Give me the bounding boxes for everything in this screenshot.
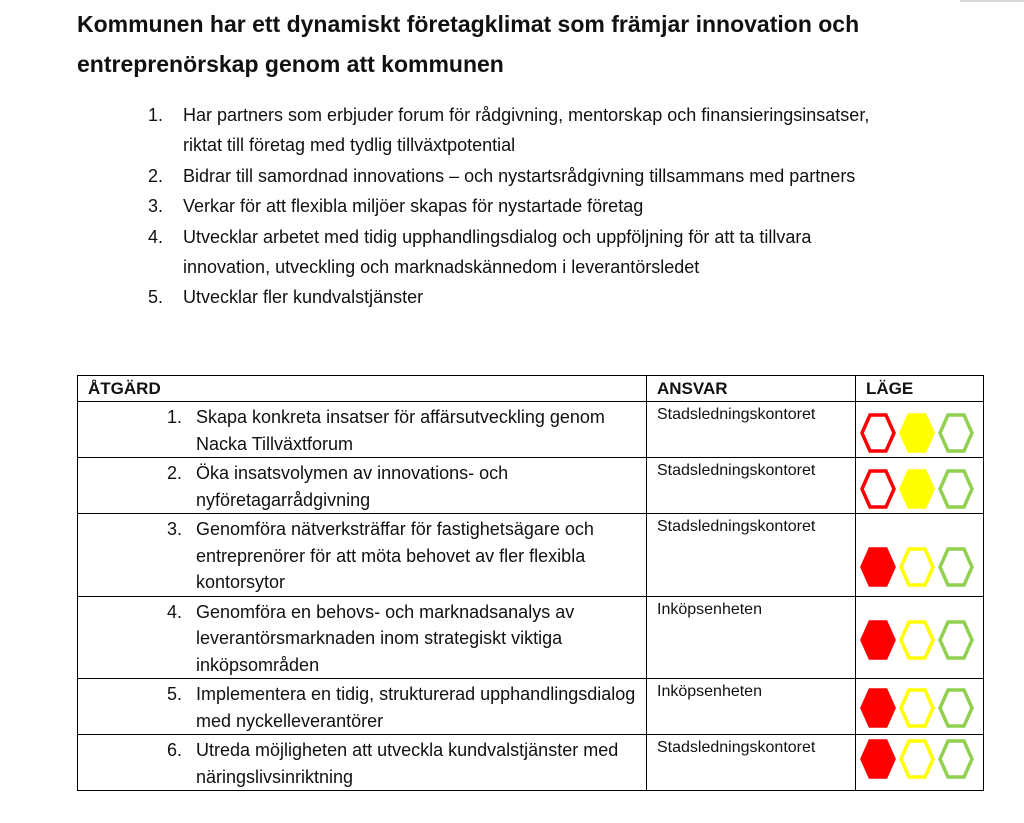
yellow-hexagon-icon — [901, 471, 933, 507]
action-cell — [78, 458, 647, 514]
header-responsible: ANSVAR — [647, 376, 856, 402]
action-text: Skapa konkreta insatser för affärsutveckling genom Nacka Tillväxtforum — [196, 407, 605, 454]
responsible-text: Stadsledningskontoret — [657, 462, 816, 479]
yellow-hexagon-icon — [901, 622, 933, 658]
responsible-text: Inköpsenheten — [657, 600, 762, 618]
green-hexagon-icon — [940, 741, 972, 777]
action-text: Utreda möjligheten att utveckla kundvalstjänster med näringslivsinriktning — [196, 740, 619, 787]
action-text: Öka insatsvolymen av innovations- och nyföretagarrådgivning — [196, 463, 509, 510]
status-indicator — [858, 619, 978, 661]
red-hexagon-icon — [862, 415, 894, 451]
table-row — [78, 514, 984, 597]
green-hexagon-icon — [940, 622, 972, 658]
status-indicator — [858, 412, 978, 454]
table-row — [78, 458, 984, 514]
status-indicator — [858, 687, 978, 729]
page-title: Kommunen har ett dynamiskt företagklimat som främjar innovation och entreprenörskap genom att kommunen — [77, 11, 860, 77]
responsible-text: Stadsledningskontoret — [657, 518, 816, 535]
goals-list — [148, 100, 888, 313]
action-number: 4. — [166, 601, 182, 622]
action-cell — [78, 402, 647, 458]
goal-number: 2. — [148, 165, 164, 186]
action-text: Implementera en tidig, strukturerad upphandlingsdialog med nyckelleverantörer — [196, 684, 636, 731]
status-cell — [856, 596, 984, 679]
table-row — [78, 679, 984, 735]
goal-text: Verkar för att flexibla miljöer skapas för nystartade företag — [183, 196, 644, 217]
yellow-hexagon-icon — [901, 415, 933, 451]
status-cell — [856, 679, 984, 735]
responsible-cell — [647, 458, 856, 514]
header-action: ÅTGÄRD — [78, 376, 647, 402]
responsible-cell — [647, 402, 856, 458]
green-hexagon-icon — [940, 549, 972, 585]
action-cell — [78, 735, 647, 791]
yellow-hexagon-icon — [901, 741, 933, 777]
action-text: Genomföra nätverksträffar för fastighetsägare och entreprenörer för att möta behovet av fler flexibla kontorsytor — [196, 519, 594, 592]
top-border-line — [960, 0, 1024, 2]
responsible-text: Stadsledningskontoret — [657, 406, 816, 423]
responsible-cell — [647, 735, 856, 791]
goal-text: Utvecklar arbetet med tidig upphandlingsdialog och uppföljning för att ta tillvara innovation, utveckling och marknadskännedom i leverantörsledet — [183, 226, 812, 278]
yellow-hexagon-icon — [901, 690, 933, 726]
responsible-text: Stadsledningskontoret — [657, 739, 816, 756]
status-indicator — [858, 546, 978, 588]
status-cell — [856, 735, 984, 791]
goal-item — [148, 191, 888, 221]
goal-text: Bidrar till samordnad innovations – och nystartsrådgivning tillsammans med partners — [183, 165, 856, 186]
table-row — [78, 735, 984, 791]
action-cell — [78, 514, 647, 597]
goal-item — [148, 282, 888, 312]
goal-number: 3. — [148, 196, 164, 217]
red-hexagon-icon — [862, 471, 894, 507]
table-header-row — [78, 376, 984, 402]
red-hexagon-icon — [862, 622, 894, 658]
goal-number: 4. — [148, 226, 164, 247]
yellow-hexagon-icon — [901, 549, 933, 585]
actions-table — [77, 375, 984, 791]
responsible-cell — [647, 514, 856, 597]
status-cell — [856, 458, 984, 514]
green-hexagon-icon — [940, 415, 972, 451]
goal-item — [148, 222, 888, 283]
action-number: 2. — [166, 463, 182, 483]
action-cell — [78, 596, 647, 679]
action-text: Genomföra en behovs- och marknadsanalys av leverantörsmarknaden inom strategiskt viktiga inköpsområden — [196, 601, 575, 675]
action-number: 5. — [166, 684, 182, 704]
header-status: LÄGE — [856, 376, 984, 402]
status-cell — [856, 514, 984, 597]
responsible-text: Inköpsenheten — [657, 683, 762, 700]
status-cell — [856, 402, 984, 458]
action-cell — [78, 679, 647, 735]
table-row — [78, 402, 984, 458]
goal-number: 5. — [148, 287, 164, 308]
goal-text: Utvecklar fler kundvalstjänster — [183, 287, 424, 308]
status-indicator — [858, 738, 978, 780]
green-hexagon-icon — [940, 471, 972, 507]
action-number: 3. — [166, 519, 182, 539]
green-hexagon-icon — [940, 690, 972, 726]
status-indicator — [858, 468, 978, 510]
red-hexagon-icon — [862, 690, 894, 726]
action-number: 1. — [166, 407, 182, 427]
goal-item — [148, 161, 888, 191]
goal-number: 1. — [148, 105, 164, 125]
responsible-cell — [647, 679, 856, 735]
goal-text: Har partners som erbjuder forum för rådgivning, mentorskap och finansieringsinsatser, riktat till företag med tydlig tillväxtpotential — [183, 105, 870, 156]
responsible-cell — [647, 596, 856, 679]
table-row — [78, 596, 984, 679]
action-number: 6. — [166, 740, 182, 760]
red-hexagon-icon — [862, 549, 894, 585]
goal-item — [148, 100, 888, 161]
red-hexagon-icon — [862, 741, 894, 777]
